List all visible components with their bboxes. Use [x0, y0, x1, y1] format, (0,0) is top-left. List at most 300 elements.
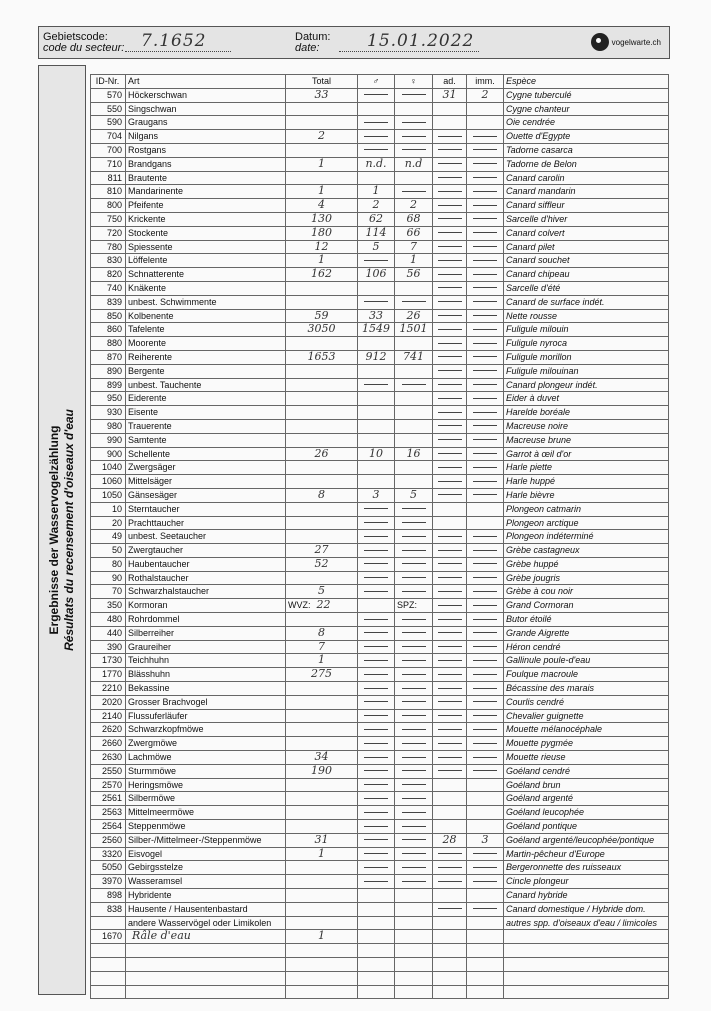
row-total[interactable]	[286, 613, 358, 627]
row-male[interactable]	[358, 544, 395, 558]
row-male[interactable]	[358, 530, 395, 544]
row-espece[interactable]: Fuligule nyroca	[504, 337, 669, 351]
row-id[interactable]	[91, 916, 126, 930]
row-female[interactable]	[395, 682, 433, 696]
row-adult[interactable]	[433, 530, 467, 544]
row-male[interactable]	[358, 640, 395, 654]
row-espece[interactable]: autres spp. d'oiseaux d'eau / limicoles	[504, 916, 669, 930]
row-id[interactable]: 990	[91, 433, 126, 447]
row-id[interactable]: 2560	[91, 833, 126, 847]
row-immature[interactable]	[467, 378, 504, 392]
row-id[interactable]: 2564	[91, 820, 126, 834]
row-espece[interactable]: Grèbe à cou noir	[504, 585, 669, 599]
row-immature[interactable]	[467, 916, 504, 930]
row-female[interactable]	[395, 668, 433, 682]
row-adult[interactable]	[433, 958, 467, 972]
row-total[interactable]	[286, 709, 358, 723]
row-immature[interactable]	[467, 944, 504, 958]
row-art[interactable]: Graureiher	[126, 640, 286, 654]
row-id[interactable]: 550	[91, 102, 126, 116]
row-art[interactable]: Eisvogel	[126, 847, 286, 861]
row-art[interactable]: unbest. Tauchente	[126, 378, 286, 392]
row-art[interactable]: Nilgans	[126, 130, 286, 144]
row-art[interactable]: Reiherente	[126, 350, 286, 364]
row-espece[interactable]: Canard colvert	[504, 226, 669, 240]
row-adult[interactable]	[433, 806, 467, 820]
row-adult[interactable]	[433, 944, 467, 958]
row-total[interactable]: 1653	[286, 350, 358, 364]
row-total[interactable]	[286, 406, 358, 420]
row-id[interactable]: 700	[91, 143, 126, 157]
row-art[interactable]	[126, 985, 286, 999]
row-adult[interactable]: 28	[433, 833, 467, 847]
row-immature[interactable]	[467, 889, 504, 903]
row-immature[interactable]	[467, 682, 504, 696]
row-total[interactable]	[286, 695, 358, 709]
row-immature[interactable]	[467, 571, 504, 585]
row-art[interactable]: andere Wasservögel oder Limikolen	[126, 916, 286, 930]
row-male[interactable]	[358, 364, 395, 378]
row-art[interactable]: Gänsesäger	[126, 488, 286, 502]
row-adult[interactable]	[433, 447, 467, 461]
row-male[interactable]	[358, 433, 395, 447]
row-male[interactable]	[358, 682, 395, 696]
row-adult[interactable]	[433, 364, 467, 378]
row-id[interactable]: 704	[91, 130, 126, 144]
row-total[interactable]	[286, 364, 358, 378]
row-espece[interactable]: Sarcelle d'été	[504, 281, 669, 295]
row-immature[interactable]	[467, 806, 504, 820]
row-immature[interactable]	[467, 419, 504, 433]
row-adult[interactable]	[433, 723, 467, 737]
row-art[interactable]: Zwergsäger	[126, 461, 286, 475]
row-espece[interactable]: Fuligule milouinan	[504, 364, 669, 378]
row-female[interactable]	[395, 751, 433, 765]
row-male[interactable]	[358, 737, 395, 751]
row-id[interactable]: 80	[91, 557, 126, 571]
row-total[interactable]	[286, 419, 358, 433]
row-art[interactable]: Eisente	[126, 406, 286, 420]
row-female[interactable]	[395, 544, 433, 558]
row-male[interactable]: 1	[358, 185, 395, 199]
row-total[interactable]	[286, 806, 358, 820]
row-id[interactable]: 811	[91, 171, 126, 185]
row-female[interactable]	[395, 958, 433, 972]
row-total[interactable]	[286, 475, 358, 489]
row-adult[interactable]	[433, 571, 467, 585]
row-total[interactable]	[286, 985, 358, 999]
row-immature[interactable]	[467, 516, 504, 530]
row-male[interactable]	[358, 571, 395, 585]
row-immature[interactable]	[467, 626, 504, 640]
row-id[interactable]: 570	[91, 88, 126, 102]
row-art[interactable]: Prachttaucher	[126, 516, 286, 530]
row-espece[interactable]: Grèbe huppé	[504, 557, 669, 571]
row-adult[interactable]	[433, 171, 467, 185]
row-adult[interactable]	[433, 626, 467, 640]
row-id[interactable]: 1060	[91, 475, 126, 489]
row-art[interactable]: Rostgans	[126, 143, 286, 157]
row-male[interactable]	[358, 806, 395, 820]
row-adult[interactable]	[433, 323, 467, 337]
row-adult[interactable]	[433, 640, 467, 654]
row-male[interactable]	[358, 847, 395, 861]
row-immature[interactable]	[467, 102, 504, 116]
row-art[interactable]: Flussuferläufer	[126, 709, 286, 723]
row-male[interactable]	[358, 695, 395, 709]
row-espece[interactable]: Eider à duvet	[504, 392, 669, 406]
row-espece[interactable]: Plongeon indéterminé	[504, 530, 669, 544]
row-adult[interactable]: 31	[433, 88, 467, 102]
row-total[interactable]	[286, 916, 358, 930]
row-art[interactable]: unbest. Seetaucher	[126, 530, 286, 544]
row-total[interactable]: 34	[286, 751, 358, 765]
row-id[interactable]: 750	[91, 212, 126, 226]
row-total[interactable]: 2	[286, 130, 358, 144]
row-espece[interactable]: Canard siffleur	[504, 199, 669, 213]
row-adult[interactable]	[433, 212, 467, 226]
row-male[interactable]	[358, 668, 395, 682]
row-id[interactable]: 930	[91, 406, 126, 420]
row-art[interactable]: Schellente	[126, 447, 286, 461]
row-id[interactable]: 900	[91, 447, 126, 461]
row-espece[interactable]: Grèbe jougris	[504, 571, 669, 585]
row-male[interactable]	[358, 889, 395, 903]
row-espece[interactable]: Martin-pêcheur d'Europe	[504, 847, 669, 861]
row-immature[interactable]	[467, 778, 504, 792]
row-total[interactable]: 8	[286, 626, 358, 640]
row-immature[interactable]	[467, 143, 504, 157]
row-female[interactable]	[395, 116, 433, 130]
row-total[interactable]	[286, 502, 358, 516]
row-adult[interactable]	[433, 433, 467, 447]
row-adult[interactable]	[433, 102, 467, 116]
row-adult[interactable]	[433, 295, 467, 309]
row-espece[interactable]: Canard chipeau	[504, 268, 669, 282]
row-art[interactable]: Kolbenente	[126, 309, 286, 323]
row-male[interactable]: 5	[358, 240, 395, 254]
row-adult[interactable]	[433, 847, 467, 861]
row-art[interactable]: Teichhuhn	[126, 654, 286, 668]
row-art[interactable]: Brautente	[126, 171, 286, 185]
row-immature[interactable]	[467, 475, 504, 489]
row-immature[interactable]	[467, 488, 504, 502]
row-male[interactable]: 1549	[358, 323, 395, 337]
row-id[interactable]: 5050	[91, 861, 126, 875]
row-total[interactable]	[286, 792, 358, 806]
row-female[interactable]	[395, 709, 433, 723]
row-id[interactable]: 1730	[91, 654, 126, 668]
row-adult[interactable]	[433, 792, 467, 806]
row-total[interactable]: 52	[286, 557, 358, 571]
row-id[interactable]: 2563	[91, 806, 126, 820]
row-adult[interactable]	[433, 613, 467, 627]
row-id[interactable]: 1770	[91, 668, 126, 682]
row-adult[interactable]	[433, 488, 467, 502]
row-immature[interactable]	[467, 751, 504, 765]
row-immature[interactable]	[467, 640, 504, 654]
row-adult[interactable]	[433, 502, 467, 516]
row-male[interactable]	[358, 930, 395, 944]
row-male[interactable]	[358, 116, 395, 130]
row-art[interactable]: Lachmöwe	[126, 751, 286, 765]
row-art[interactable]: Wasseramsel	[126, 875, 286, 889]
row-female[interactable]	[395, 985, 433, 999]
row-immature[interactable]	[467, 861, 504, 875]
row-id[interactable]: 810	[91, 185, 126, 199]
row-male[interactable]	[358, 585, 395, 599]
row-immature[interactable]	[467, 447, 504, 461]
row-adult[interactable]	[433, 778, 467, 792]
row-total[interactable]	[286, 875, 358, 889]
row-adult[interactable]	[433, 985, 467, 999]
row-immature[interactable]	[467, 875, 504, 889]
row-art[interactable]: Spiessente	[126, 240, 286, 254]
row-art[interactable]: Silbermöwe	[126, 792, 286, 806]
row-id[interactable]: 1040	[91, 461, 126, 475]
row-id[interactable]: 49	[91, 530, 126, 544]
row-art[interactable]: Râle d'eau	[126, 930, 286, 944]
row-immature[interactable]	[467, 709, 504, 723]
row-male[interactable]	[358, 902, 395, 916]
row-male[interactable]	[358, 254, 395, 268]
row-id[interactable]: 839	[91, 295, 126, 309]
row-art[interactable]: Tafelente	[126, 323, 286, 337]
row-art[interactable]: Steppenmöwe	[126, 820, 286, 834]
row-immature[interactable]	[467, 958, 504, 972]
row-female[interactable]	[395, 392, 433, 406]
row-espece[interactable]	[504, 971, 669, 985]
row-art[interactable]: unbest. Schwimmente	[126, 295, 286, 309]
row-immature[interactable]	[467, 433, 504, 447]
row-total[interactable]	[286, 889, 358, 903]
row-id[interactable]: 2561	[91, 792, 126, 806]
row-id[interactable]: 90	[91, 571, 126, 585]
row-immature[interactable]	[467, 309, 504, 323]
row-espece[interactable]: Cygne tuberculé	[504, 88, 669, 102]
row-immature[interactable]	[467, 254, 504, 268]
row-id[interactable]: 780	[91, 240, 126, 254]
row-total[interactable]	[286, 944, 358, 958]
row-immature[interactable]	[467, 654, 504, 668]
row-immature[interactable]	[467, 668, 504, 682]
row-art[interactable]: Rohrdommel	[126, 613, 286, 627]
row-espece[interactable]: Goéland brun	[504, 778, 669, 792]
row-adult[interactable]	[433, 902, 467, 916]
row-immature[interactable]	[467, 502, 504, 516]
row-espece[interactable]: Mouette pygmée	[504, 737, 669, 751]
row-espece[interactable]: Harle huppé	[504, 475, 669, 489]
row-adult[interactable]	[433, 737, 467, 751]
row-art[interactable]: Knäkente	[126, 281, 286, 295]
row-espece[interactable]: Canard souchet	[504, 254, 669, 268]
row-espece[interactable]: Harelde boréale	[504, 406, 669, 420]
row-espece[interactable]: Ouette d'Egypte	[504, 130, 669, 144]
row-espece[interactable]	[504, 944, 669, 958]
row-female[interactable]	[395, 916, 433, 930]
row-immature[interactable]	[467, 406, 504, 420]
row-female[interactable]: 1501	[395, 323, 433, 337]
row-espece[interactable]: Sarcelle d'hiver	[504, 212, 669, 226]
row-id[interactable]: 2620	[91, 723, 126, 737]
row-id[interactable]: 1670	[91, 930, 126, 944]
row-immature[interactable]	[467, 240, 504, 254]
row-total[interactable]	[286, 116, 358, 130]
row-male[interactable]	[358, 406, 395, 420]
row-female[interactable]: 5	[395, 488, 433, 502]
row-id[interactable]: 820	[91, 268, 126, 282]
row-adult[interactable]	[433, 226, 467, 240]
row-espece[interactable]: Harle piette	[504, 461, 669, 475]
row-art[interactable]: Sturmmöwe	[126, 764, 286, 778]
row-espece[interactable]: Cygne chanteur	[504, 102, 669, 116]
row-male[interactable]	[358, 557, 395, 571]
row-female[interactable]	[395, 778, 433, 792]
row-adult[interactable]	[433, 281, 467, 295]
row-espece[interactable]: Plongeon catmarin	[504, 502, 669, 516]
row-immature[interactable]	[467, 337, 504, 351]
row-immature[interactable]	[467, 281, 504, 295]
row-immature[interactable]: 3	[467, 833, 504, 847]
row-immature[interactable]	[467, 544, 504, 558]
row-total[interactable]	[286, 571, 358, 585]
row-male[interactable]	[358, 792, 395, 806]
row-male[interactable]	[358, 281, 395, 295]
row-espece[interactable]: Plongeon arctique	[504, 516, 669, 530]
row-art[interactable]	[126, 958, 286, 972]
row-adult[interactable]	[433, 557, 467, 571]
row-total[interactable]: 5	[286, 585, 358, 599]
row-id[interactable]: 2140	[91, 709, 126, 723]
row-id[interactable]: 740	[91, 281, 126, 295]
row-art[interactable]: Sterntaucher	[126, 502, 286, 516]
row-female[interactable]	[395, 585, 433, 599]
row-espece[interactable]: Grande Aigrette	[504, 626, 669, 640]
row-art[interactable]: Brandgans	[126, 157, 286, 171]
row-espece[interactable]: Mouette mélanocéphale	[504, 723, 669, 737]
row-art[interactable]: Höckerschwan	[126, 88, 286, 102]
row-female[interactable]	[395, 433, 433, 447]
row-espece[interactable]: Harle bièvre	[504, 488, 669, 502]
row-male[interactable]	[358, 419, 395, 433]
row-adult[interactable]	[433, 406, 467, 420]
row-espece[interactable]	[504, 958, 669, 972]
row-total[interactable]	[286, 378, 358, 392]
row-female[interactable]	[395, 640, 433, 654]
row-male[interactable]	[358, 295, 395, 309]
row-immature[interactable]	[467, 461, 504, 475]
row-male[interactable]	[358, 985, 395, 999]
row-male[interactable]	[358, 130, 395, 144]
row-female[interactable]	[395, 695, 433, 709]
row-male[interactable]	[358, 516, 395, 530]
row-total[interactable]	[286, 958, 358, 972]
row-total[interactable]	[286, 337, 358, 351]
row-total[interactable]: 275	[286, 668, 358, 682]
row-art[interactable]: Mittelsäger	[126, 475, 286, 489]
row-art[interactable]: Haubentaucher	[126, 557, 286, 571]
row-male[interactable]: 2	[358, 199, 395, 213]
row-art[interactable]: Kormoran	[126, 599, 286, 613]
row-female[interactable]: 1	[395, 254, 433, 268]
row-art[interactable]: Zwergtaucher	[126, 544, 286, 558]
row-espece[interactable]: Oie cendrée	[504, 116, 669, 130]
row-espece[interactable]: Tadorne de Belon	[504, 157, 669, 171]
row-male[interactable]: n.d.	[358, 157, 395, 171]
row-female[interactable]	[395, 143, 433, 157]
row-female[interactable]: 68	[395, 212, 433, 226]
row-male[interactable]: 33	[358, 309, 395, 323]
row-art[interactable]: Gebirgsstelze	[126, 861, 286, 875]
row-total[interactable]	[286, 599, 358, 613]
row-immature[interactable]	[467, 723, 504, 737]
row-adult[interactable]	[433, 516, 467, 530]
row-total[interactable]	[286, 861, 358, 875]
row-female[interactable]: 7	[395, 240, 433, 254]
row-female[interactable]	[395, 599, 433, 613]
row-id[interactable]: 830	[91, 254, 126, 268]
row-female[interactable]	[395, 723, 433, 737]
row-male[interactable]: 3	[358, 488, 395, 502]
area-code-value[interactable]: 7.1652	[141, 31, 207, 51]
row-espece[interactable]: Canard hybride	[504, 889, 669, 903]
row-id[interactable]: 710	[91, 157, 126, 171]
row-espece[interactable]: Canard de surface indét.	[504, 295, 669, 309]
row-female[interactable]	[395, 171, 433, 185]
row-adult[interactable]	[433, 461, 467, 475]
row-espece[interactable]: Grèbe castagneux	[504, 544, 669, 558]
row-male[interactable]	[358, 392, 395, 406]
row-art[interactable]: Krickente	[126, 212, 286, 226]
row-female[interactable]	[395, 806, 433, 820]
row-art[interactable]: Hybridente	[126, 889, 286, 903]
row-art[interactable]: Graugans	[126, 116, 286, 130]
row-adult[interactable]	[433, 116, 467, 130]
row-espece[interactable]	[504, 985, 669, 999]
row-female[interactable]	[395, 571, 433, 585]
row-id[interactable]: 1050	[91, 488, 126, 502]
row-espece[interactable]: Tadorne casarca	[504, 143, 669, 157]
row-art[interactable]: Bekassine	[126, 682, 286, 696]
row-espece[interactable]: Garrot à œil d'or	[504, 447, 669, 461]
row-immature[interactable]	[467, 185, 504, 199]
row-immature[interactable]	[467, 695, 504, 709]
row-female[interactable]	[395, 613, 433, 627]
row-male[interactable]	[358, 502, 395, 516]
row-adult[interactable]	[433, 419, 467, 433]
row-total[interactable]	[286, 281, 358, 295]
row-total[interactable]: 59	[286, 309, 358, 323]
row-male[interactable]: 106	[358, 268, 395, 282]
row-total[interactable]	[286, 723, 358, 737]
row-male[interactable]	[358, 861, 395, 875]
row-female[interactable]	[395, 516, 433, 530]
row-id[interactable]: 3320	[91, 847, 126, 861]
row-immature[interactable]	[467, 737, 504, 751]
row-female[interactable]	[395, 737, 433, 751]
row-male[interactable]	[358, 778, 395, 792]
row-art[interactable]	[126, 944, 286, 958]
row-id[interactable]: 2660	[91, 737, 126, 751]
row-id[interactable]: 2550	[91, 764, 126, 778]
row-male[interactable]	[358, 723, 395, 737]
row-id[interactable]: 2210	[91, 682, 126, 696]
row-id[interactable]: 350	[91, 599, 126, 613]
row-adult[interactable]	[433, 889, 467, 903]
row-id[interactable]: 950	[91, 392, 126, 406]
row-immature[interactable]	[467, 392, 504, 406]
row-adult[interactable]	[433, 861, 467, 875]
